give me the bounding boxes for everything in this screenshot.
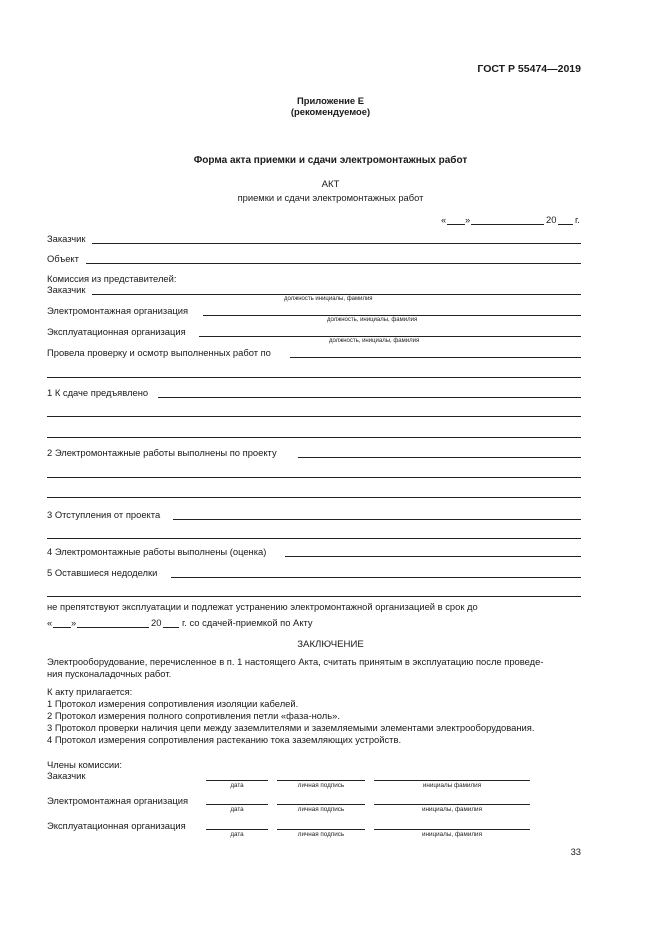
object-line[interactable] — [86, 263, 581, 264]
signature-date-caption: дата — [230, 806, 244, 813]
section-1-line-2[interactable] — [47, 416, 581, 417]
customer-line[interactable] — [92, 243, 581, 244]
signature-sign-line[interactable] — [277, 829, 365, 830]
section-1-line-3[interactable] — [47, 437, 581, 438]
standard-number: ГОСТ Р 55474—2019 — [477, 63, 581, 75]
deadline-day-line[interactable] — [53, 627, 71, 628]
signature-date-caption: дата — [230, 831, 244, 838]
section-2-line[interactable] — [298, 457, 581, 458]
date-year-line[interactable] — [558, 224, 573, 225]
caption-commission-customer: должность инициалы, фамилия — [284, 296, 373, 302]
attachment-item: 3 Протокол проверки наличия цепи между заземлителями и заземляемыми элементами электрооборудования. — [47, 722, 535, 733]
date-month-line[interactable] — [471, 224, 544, 225]
signature-name-line[interactable] — [374, 780, 530, 781]
signature-name-line[interactable] — [374, 829, 530, 830]
deadline-month-line[interactable] — [77, 627, 149, 628]
date-year-prefix: 20 — [546, 214, 557, 225]
date-day-line[interactable] — [447, 224, 465, 225]
section-5-label: 5 Оставшиеся недоделки — [47, 567, 158, 578]
operating-org-line[interactable] — [199, 336, 581, 337]
conclusion-line-1: Электрооборудование, перечисленное в п. 1 настоящего Акта, считать принятым в эксплуатацию после проведе- — [47, 656, 544, 667]
inspection-line-2[interactable] — [47, 377, 581, 378]
conclusion-title: ЗАКЛЮЧЕНИЕ — [297, 639, 364, 650]
section-5-line[interactable] — [171, 577, 581, 578]
section-2-label: 2 Электромонтажные работы выполнены по проекту — [47, 447, 277, 458]
deadline-close-quote: » — [71, 617, 77, 628]
section-3-label: 3 Отступления от проекта — [47, 509, 161, 520]
section-1-label: 1 К сдаче предъявлено — [47, 387, 149, 398]
signature-sign-line[interactable] — [277, 804, 365, 805]
page-number: 33 — [570, 846, 581, 857]
commission-customer-line[interactable] — [92, 294, 581, 295]
act-subtitle: приемки и сдачи электромонтажных работ — [237, 192, 424, 203]
signature-sign-caption: личная подпись — [297, 806, 345, 813]
signature-date-line[interactable] — [206, 780, 268, 781]
attachment-item: 1 Протокол измерения сопротивления изоляции кабелей. — [47, 698, 299, 709]
section-1-line[interactable] — [158, 397, 581, 398]
section-3-line-2[interactable] — [47, 538, 581, 539]
attachment-item: 2 Протокол измерения полного сопротивления петли «фаза-ноль». — [47, 710, 340, 721]
conclusion-line-2: ния пусконаладочных работ. — [47, 668, 172, 679]
signature-row-label: Заказчик — [47, 770, 86, 781]
object-label: Объект — [47, 253, 79, 264]
date-close-quote: » — [465, 214, 471, 225]
commission-customer-label: Заказчик — [47, 284, 86, 295]
section-5-line-2[interactable] — [47, 596, 581, 597]
signature-date-line[interactable] — [206, 804, 268, 805]
appendix-title: Приложение Е — [297, 95, 364, 106]
signature-name-line[interactable] — [374, 804, 530, 805]
signature-sign-caption: личная подпись — [297, 831, 345, 838]
customer-label: Заказчик — [47, 233, 86, 244]
attachments-title: К акту прилагается: — [47, 686, 133, 697]
appendix-subtitle: (рекомендуемое) — [290, 106, 371, 117]
deadline-year-line[interactable] — [163, 627, 179, 628]
inspection-line[interactable] — [290, 357, 581, 358]
deadline-text: не препятствуют эксплуатации и подлежат устранению электромонтажной организацией в срок до — [47, 601, 478, 612]
signature-sign-line[interactable] — [277, 780, 365, 781]
caption-electro-org: должность, инициалы, фамилия — [327, 317, 418, 323]
date-year-suffix: г. — [575, 214, 580, 225]
electro-org-label: Электромонтажная организация — [47, 305, 189, 316]
signature-sign-caption: личная подпись — [297, 782, 345, 789]
section-4-line[interactable] — [285, 556, 581, 557]
signature-name-caption: инициалы, фамилия — [422, 831, 482, 838]
signature-date-caption: дата — [230, 782, 244, 789]
signatures-title: Члены комиссии: — [47, 759, 123, 770]
signature-row-label: Электромонтажная организация — [47, 795, 189, 806]
inspection-label: Провела проверку и осмотр выполненных работ по — [47, 347, 271, 358]
commission-label: Комиссия из представителей: — [47, 273, 177, 284]
section-4-label: 4 Электромонтажные работы выполнены (оценка) — [47, 546, 267, 557]
form-title: Форма акта приемки и сдачи электромонтажных работ — [193, 155, 468, 166]
section-2-line-2[interactable] — [47, 477, 581, 478]
section-3-line[interactable] — [173, 519, 581, 520]
signature-name-caption: инициалы фамилия — [422, 782, 482, 789]
attachment-item: 4 Протокол измерения сопротивления растеканию тока заземляющих устройств. — [47, 734, 402, 745]
caption-operating-org: должность, инициалы, фамилия — [329, 338, 420, 344]
signature-date-line[interactable] — [206, 829, 268, 830]
section-2-line-3[interactable] — [47, 497, 581, 498]
electro-org-line[interactable] — [203, 315, 581, 316]
deadline-suffix: г. со сдачей-приемкой по Акту — [182, 617, 313, 628]
signature-name-caption: инициалы, фамилия — [422, 806, 482, 813]
date-open-quote: « — [441, 214, 447, 225]
deadline-year-prefix: 20 — [151, 617, 162, 628]
signature-row-label: Эксплуатационная организация — [47, 820, 186, 831]
act-title: АКТ — [321, 179, 340, 190]
operating-org-label: Эксплуатационная организация — [47, 326, 186, 337]
deadline-open-quote: « — [47, 617, 53, 628]
